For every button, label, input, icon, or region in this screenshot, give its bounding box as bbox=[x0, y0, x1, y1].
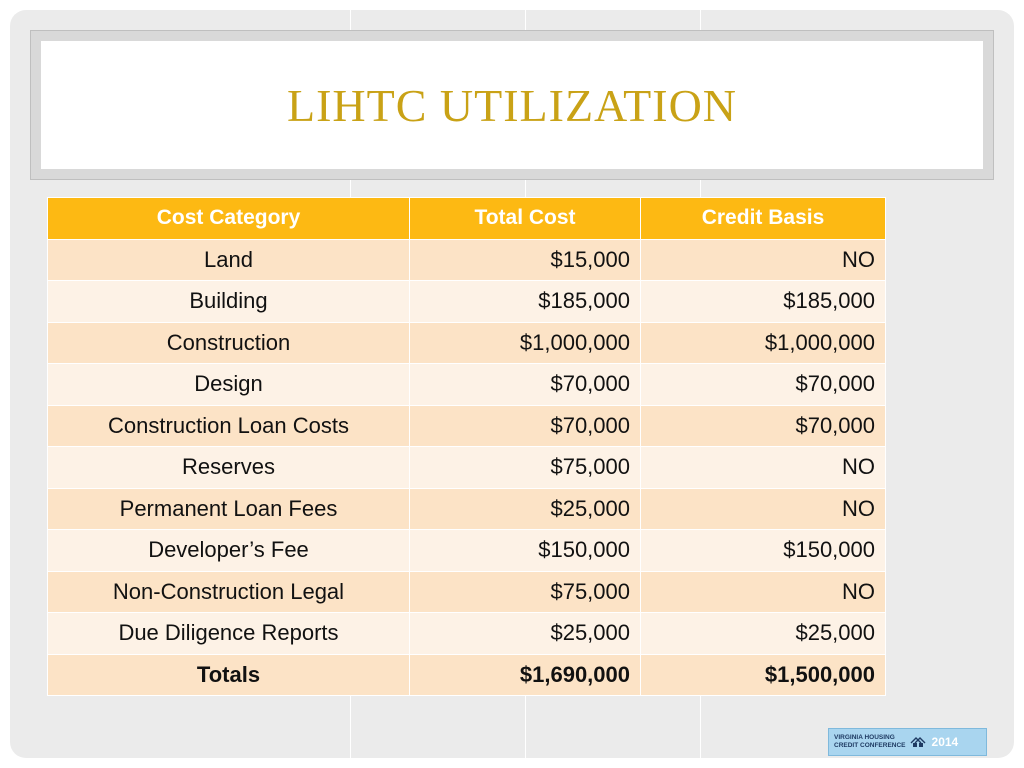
cost-category-cell: Permanent Loan Fees bbox=[48, 488, 410, 530]
cost-category-cell: Construction bbox=[48, 322, 410, 364]
logo-line-1: VIRGINIA HOUSING bbox=[834, 734, 895, 741]
column-header-cost-category: Cost Category bbox=[48, 198, 410, 240]
cost-table bbox=[47, 197, 886, 696]
cost-category-cell: Construction Loan Costs bbox=[48, 405, 410, 447]
table-row bbox=[48, 405, 886, 447]
header-row bbox=[48, 198, 886, 240]
table-row bbox=[48, 488, 886, 530]
total-cost-cell: $150,000 bbox=[410, 530, 641, 572]
credit-basis-cell: NO bbox=[641, 447, 886, 489]
total-cost-cell: $25,000 bbox=[410, 613, 641, 655]
table-row bbox=[48, 364, 886, 406]
credit-basis-cell: $1,000,000 bbox=[641, 322, 886, 364]
cost-category-cell: Reserves bbox=[48, 447, 410, 489]
conference-logo bbox=[828, 728, 987, 756]
cost-category-cell: Developer’s Fee bbox=[48, 530, 410, 572]
logo-line-2: CREDIT CONFERENCE bbox=[834, 742, 906, 749]
table-row bbox=[48, 613, 886, 655]
total-cost-cell: $1,000,000 bbox=[410, 322, 641, 364]
title-frame bbox=[30, 30, 994, 180]
table-row bbox=[48, 281, 886, 323]
total-cost-cell: $15,000 bbox=[410, 239, 641, 281]
credit-basis-cell: $70,000 bbox=[641, 364, 886, 406]
totals-total-cost: $1,690,000 bbox=[410, 654, 641, 696]
house-icon bbox=[910, 736, 926, 748]
credit-basis-cell: NO bbox=[641, 488, 886, 530]
cost-category-cell: Due Diligence Reports bbox=[48, 613, 410, 655]
total-cost-cell: $70,000 bbox=[410, 364, 641, 406]
credit-basis-cell: NO bbox=[641, 239, 886, 281]
cost-category-cell: Building bbox=[48, 281, 410, 323]
cost-category-cell: Design bbox=[48, 364, 410, 406]
slide bbox=[10, 10, 1014, 758]
table-row bbox=[48, 447, 886, 489]
total-cost-cell: $75,000 bbox=[410, 571, 641, 613]
table-row bbox=[48, 530, 886, 572]
table-row bbox=[48, 571, 886, 613]
title-box bbox=[41, 41, 983, 169]
logo-year: 2014 bbox=[931, 735, 959, 749]
totals-label: Totals bbox=[48, 654, 410, 696]
total-cost-cell: $70,000 bbox=[410, 405, 641, 447]
cost-category-cell: Non-Construction Legal bbox=[48, 571, 410, 613]
credit-basis-cell: $185,000 bbox=[641, 281, 886, 323]
totals-row bbox=[48, 654, 886, 696]
total-cost-cell: $185,000 bbox=[410, 281, 641, 323]
slide-title: LIHTC UTILIZATION bbox=[286, 79, 738, 131]
credit-basis-cell: $25,000 bbox=[641, 613, 886, 655]
logo-text bbox=[834, 734, 906, 750]
total-cost-cell: $25,000 bbox=[410, 488, 641, 530]
credit-basis-cell: $150,000 bbox=[641, 530, 886, 572]
table-row bbox=[48, 239, 886, 281]
credit-basis-cell: NO bbox=[641, 571, 886, 613]
table-row bbox=[48, 322, 886, 364]
column-header-total-cost: Total Cost bbox=[410, 198, 641, 240]
total-cost-cell: $75,000 bbox=[410, 447, 641, 489]
column-header-credit-basis: Credit Basis bbox=[641, 198, 886, 240]
cost-category-cell: Land bbox=[48, 239, 410, 281]
credit-basis-cell: $70,000 bbox=[641, 405, 886, 447]
totals-credit-basis: $1,500,000 bbox=[641, 654, 886, 696]
